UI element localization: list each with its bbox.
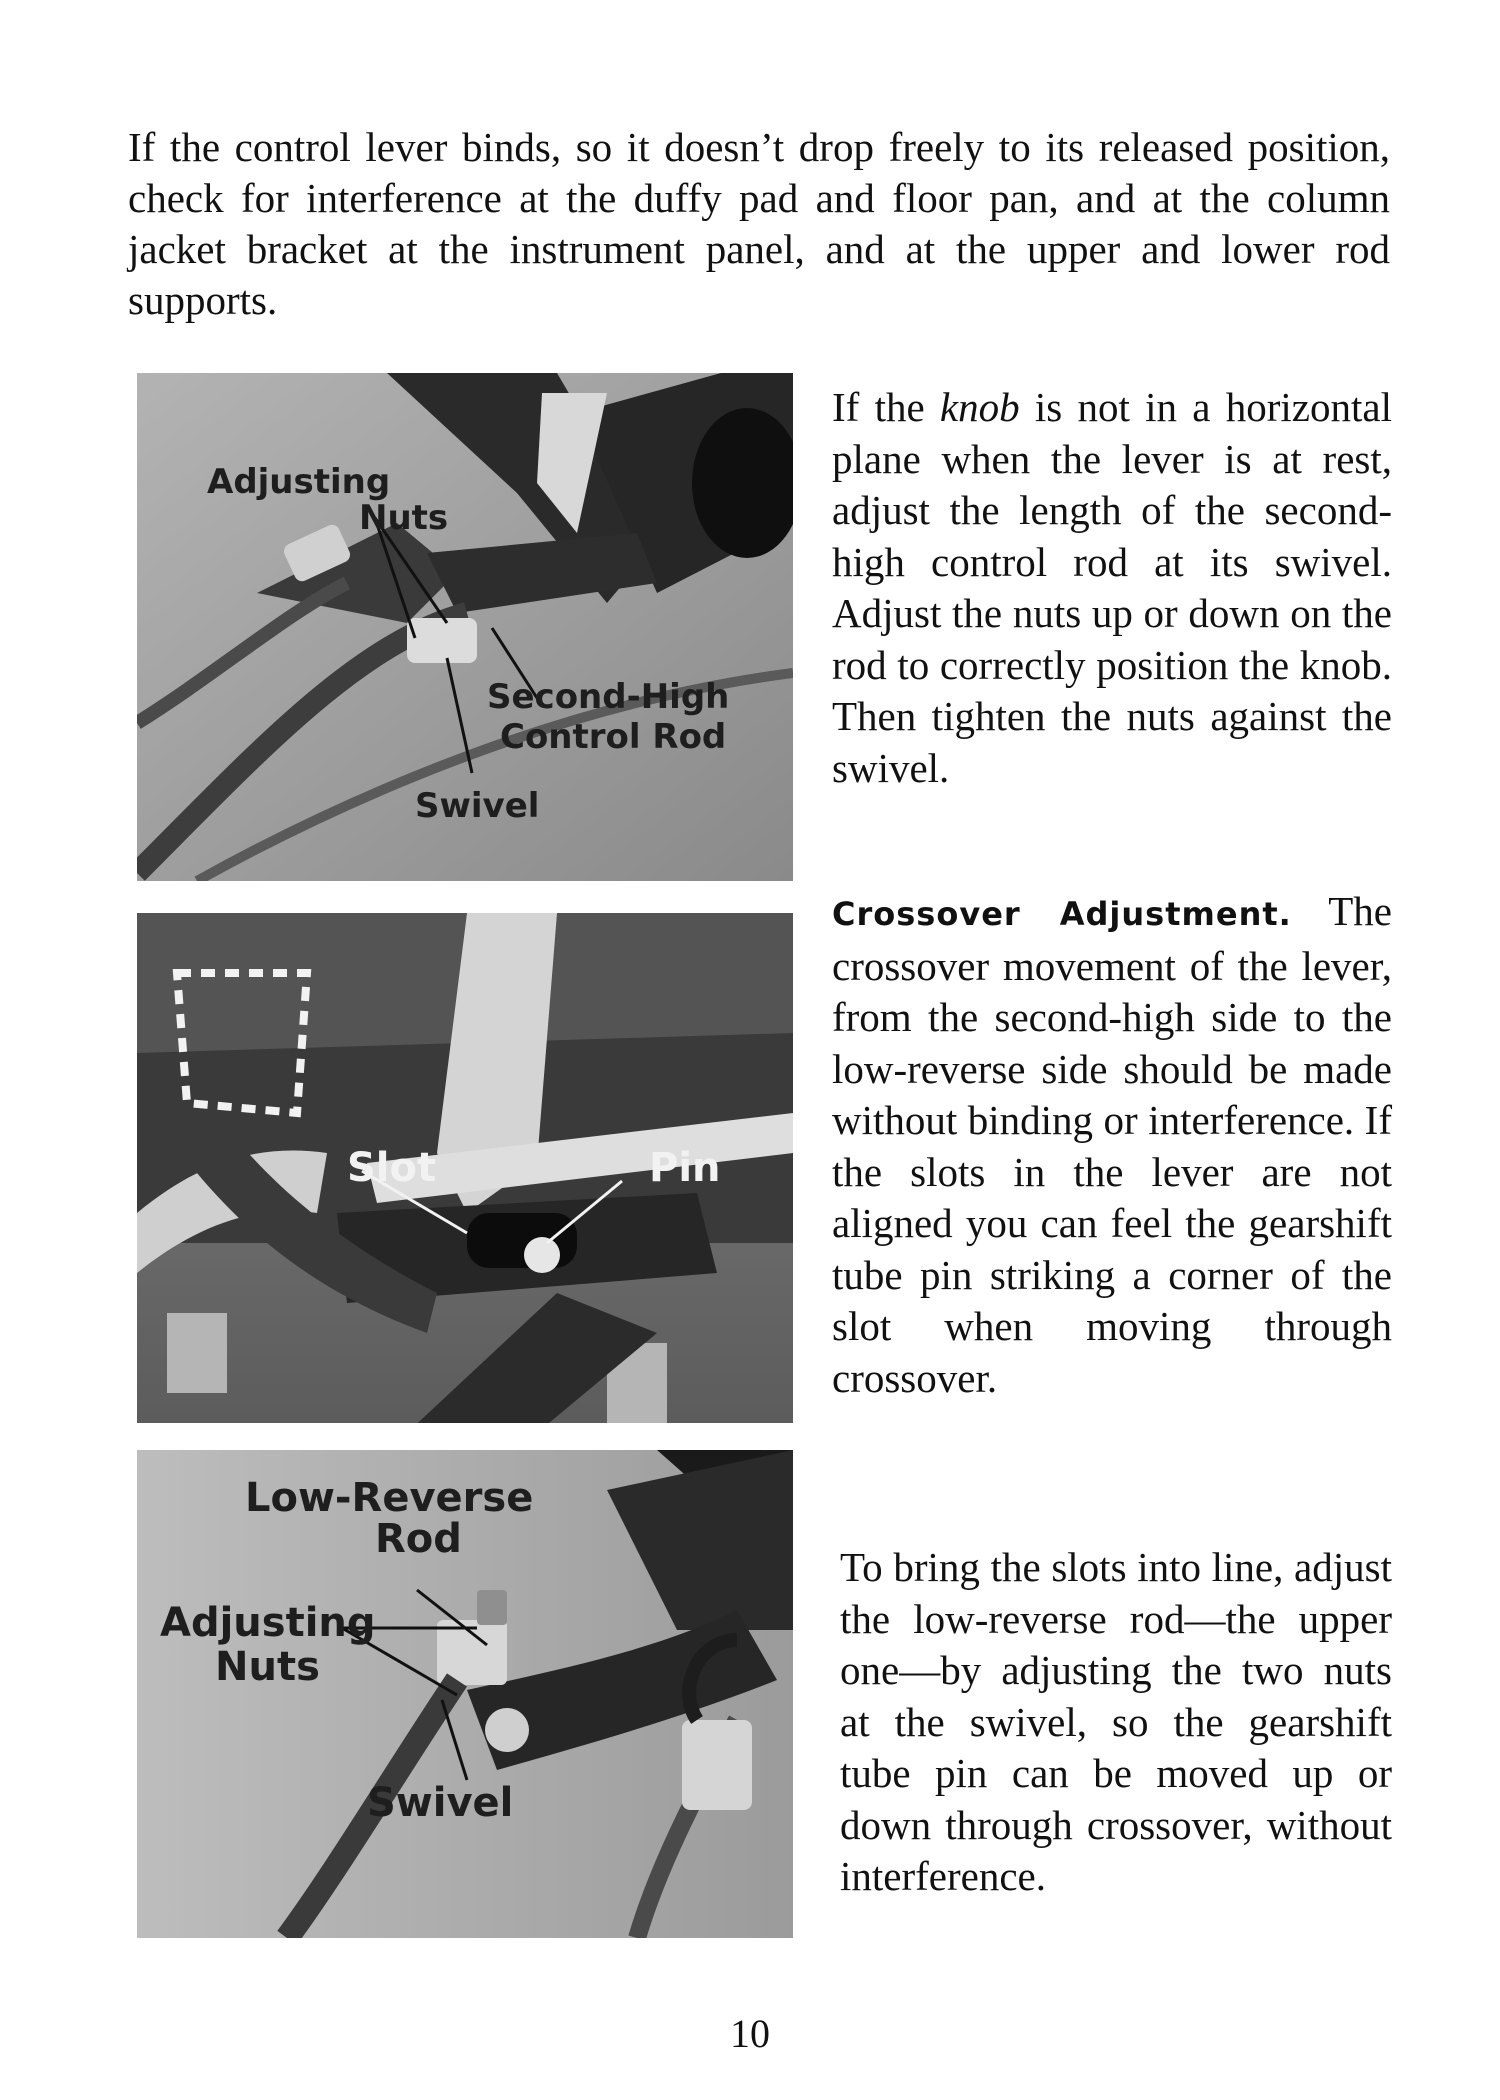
label-nuts: Nuts <box>215 1644 320 1690</box>
label-rod-line2: Control Rod <box>500 717 727 757</box>
label-adjusting: Adjusting <box>160 1600 376 1646</box>
crossover-heading: Crossover Adjustment. <box>832 895 1292 933</box>
crossover-body: The crossover movement of the lever, from the second-high side to the low-reverse side should be made without binding or interference. If the slots in the lever are not aligned you can feel the gearshift tube pin striking a corner of the slot when moving through crossover. <box>832 888 1392 1401</box>
label-rod: Rod <box>375 1516 462 1562</box>
slots-paragraph: To bring the slots into line, adjust the low-reverse rod—the upper one—by adjusting the two nuts at the swivel, so the gearshift tube pin can be moved up or down through crossover, without interference. <box>840 1544 1392 1899</box>
knob-text-rest: is not in a horizontal plane when the lever is at rest, adjust the length of the second-high control rod at its swivel. Adjust the nuts up or down on the rod to correctly position the knob. Then tighten the nuts against the swivel. <box>832 384 1392 791</box>
intro-paragraph: If the control lever binds, so it doesn’t drop freely to its released position, check for interference at the duffy pad and floor pan, and at the column jacket bracket at the instrument panel, and at the upper and lower rod supports. <box>128 124 1390 323</box>
knob-paragraph <box>832 382 1392 794</box>
knob-text-start: If the <box>832 384 940 430</box>
label-adjusting: Adjusting <box>207 462 391 502</box>
label-rod-line1: Second-High <box>487 677 730 717</box>
label-slot: Slot <box>347 1145 437 1191</box>
label-nuts: Nuts <box>359 498 449 538</box>
photo-second-high-control-rod <box>137 373 793 881</box>
label-swivel: Swivel <box>367 1780 514 1826</box>
photo-low-reverse-rod <box>137 1450 793 1938</box>
label-pin: Pin <box>649 1145 721 1191</box>
photo-3-image <box>137 1450 793 1938</box>
label-swivel: Swivel <box>415 786 540 826</box>
label-low-reverse: Low-Reverse <box>245 1475 534 1521</box>
page-number: 10 <box>730 2011 770 2056</box>
knob-italic-word: knob <box>939 384 1020 430</box>
photo-slot-and-pin <box>137 913 793 1423</box>
crossover-paragraph <box>832 886 1392 1404</box>
